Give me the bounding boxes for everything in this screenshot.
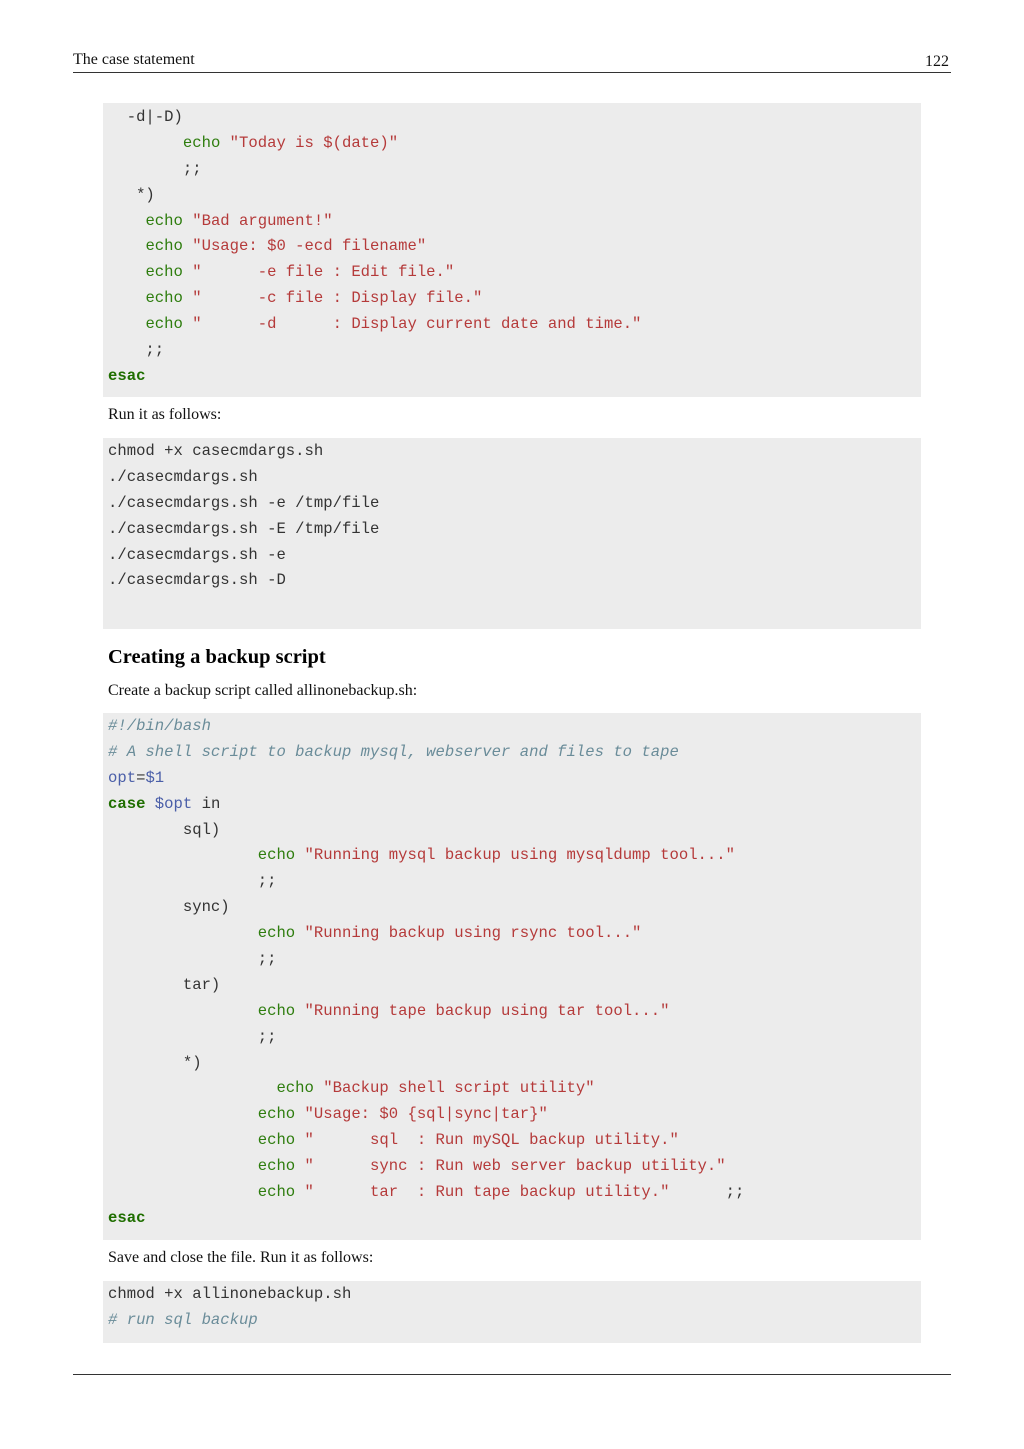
code-token: "Backup shell script utility" — [323, 1079, 595, 1098]
code-token: ;; — [108, 1027, 277, 1046]
code-token: echo — [257, 1157, 296, 1176]
code-token: echo — [145, 315, 183, 334]
code-token: -d|-D) — [108, 108, 183, 126]
code-line — [108, 517, 921, 543]
code-block-case-options — [103, 103, 921, 397]
code-token — [108, 212, 145, 230]
code-token: ;; — [108, 159, 202, 178]
code-line — [108, 1076, 921, 1102]
code-token: echo — [257, 1131, 296, 1150]
code-token — [295, 1157, 304, 1175]
code-token: echo — [276, 1079, 314, 1098]
footer-rule — [73, 1374, 951, 1375]
code-token: in — [192, 794, 221, 813]
code-line — [108, 766, 921, 792]
code-token — [108, 1183, 258, 1201]
code-token — [295, 846, 304, 864]
code-token: "Today is $(date)" — [229, 133, 399, 152]
code-token — [183, 263, 192, 281]
code-line — [108, 1025, 921, 1051]
code-line — [108, 1206, 921, 1232]
code-token: esac — [108, 366, 146, 385]
code-line — [108, 491, 921, 517]
code-token: case — [108, 794, 146, 813]
code-token: "Usage: $0 -ecd filename" — [192, 237, 427, 256]
code-token: echo — [257, 1105, 296, 1124]
code-line — [108, 999, 921, 1025]
code-line — [108, 869, 921, 895]
code-line — [108, 714, 921, 740]
code-line — [108, 1102, 921, 1128]
code-token: $opt — [154, 794, 193, 813]
code-token: " -c file : Display file." — [192, 289, 483, 308]
code-token — [183, 315, 192, 333]
code-token: ./casecmdargs.sh -e /tmp/file — [108, 493, 380, 512]
code-token: "Running tape backup using tar tool..." — [304, 1001, 670, 1020]
code-token: "Running mysql backup using mysqldump tool..." — [304, 846, 735, 865]
code-token: # A shell script to backup mysql, webserver and files to tape — [108, 742, 679, 761]
code-token: " -d : Display current date and time." — [192, 315, 642, 334]
code-token: " -e file : Edit file." — [192, 263, 455, 282]
code-token: esac — [108, 1208, 146, 1227]
code-token: chmod +x casecmdargs.sh — [108, 442, 324, 460]
paragraph-create-script: Create a backup script called allinonebackup.sh: — [108, 682, 418, 699]
code-token — [220, 134, 229, 152]
code-token: *) — [108, 185, 155, 204]
code-token: ;; — [108, 950, 277, 969]
code-line — [108, 1154, 921, 1180]
code-token: " tar : Run tape backup utility." — [304, 1183, 670, 1202]
code-line — [108, 157, 921, 183]
code-line — [108, 1051, 921, 1077]
code-token: ./casecmdargs.sh -e — [108, 545, 286, 564]
code-token: echo — [145, 263, 183, 282]
page-number: 122 — [925, 53, 949, 70]
code-token: " sql : Run mySQL backup utility." — [304, 1131, 679, 1150]
code-token: "Running backup using rsync tool..." — [304, 924, 642, 943]
code-line — [108, 1180, 921, 1206]
code-token — [108, 1131, 258, 1149]
code-token — [183, 289, 192, 307]
paragraph-run-it: Run it as follows: — [108, 406, 222, 423]
code-line — [108, 843, 921, 869]
code-token: echo — [145, 237, 183, 256]
code-token: "Bad argument!" — [192, 211, 333, 230]
code-token: sql) — [108, 820, 221, 839]
code-token: tar) — [108, 975, 221, 994]
code-token: sync) — [108, 898, 230, 917]
code-token — [108, 924, 258, 942]
code-line — [108, 1282, 921, 1308]
code-token — [108, 1002, 258, 1020]
code-line — [108, 973, 921, 999]
code-token: ./casecmdargs.sh — [108, 467, 258, 486]
code-line — [108, 792, 921, 818]
code-token: # run sql backup — [108, 1310, 258, 1329]
code-token: $1 — [145, 768, 165, 787]
code-token — [108, 237, 145, 255]
code-token: ;; — [108, 872, 277, 891]
code-line — [108, 1308, 921, 1334]
code-token: chmod +x allinonebackup.sh — [108, 1285, 352, 1303]
code-token: echo — [257, 846, 296, 865]
code-token — [295, 1183, 304, 1201]
code-line — [108, 740, 921, 766]
code-token — [108, 263, 145, 281]
code-token: #!/bin/bash — [108, 717, 211, 735]
code-line — [108, 286, 921, 312]
code-line — [108, 312, 921, 338]
code-line — [108, 818, 921, 844]
code-line — [108, 234, 921, 260]
running-title: The case statement — [73, 51, 195, 68]
code-line — [108, 209, 921, 235]
code-token: " sync : Run web server backup utility." — [304, 1157, 726, 1176]
code-line — [108, 895, 921, 921]
code-token — [314, 1079, 323, 1097]
code-token — [295, 1131, 304, 1149]
page-header — [73, 50, 951, 73]
paragraph-save-close: Save and close the file. Run it as follows: — [108, 1249, 374, 1266]
code-token: ./casecmdargs.sh -D — [108, 571, 286, 590]
code-line — [108, 465, 921, 491]
code-token: echo — [145, 289, 183, 308]
code-block-backup-script — [103, 713, 921, 1240]
code-token — [108, 1079, 276, 1097]
section-heading: Creating a backup script — [108, 646, 326, 668]
code-line — [108, 260, 921, 286]
code-token: echo — [257, 1183, 296, 1202]
code-line — [108, 947, 921, 973]
code-token — [108, 134, 183, 152]
code-line — [108, 131, 921, 157]
code-token: = — [136, 768, 146, 787]
code-block-run-commands — [103, 438, 921, 629]
code-line — [108, 439, 921, 465]
code-token: echo — [257, 924, 296, 943]
code-token: ;; — [669, 1183, 745, 1202]
code-token — [295, 1002, 304, 1020]
code-line — [108, 105, 921, 131]
code-token — [108, 1157, 258, 1175]
code-line — [108, 543, 921, 569]
code-line — [108, 364, 921, 390]
code-line — [108, 921, 921, 947]
code-line — [108, 183, 921, 209]
code-token — [108, 289, 145, 307]
code-token — [108, 846, 258, 864]
code-token — [108, 1105, 258, 1123]
code-token: echo — [257, 1001, 296, 1020]
code-token — [183, 237, 192, 255]
code-token — [145, 795, 154, 813]
code-line — [108, 1128, 921, 1154]
code-token: *) — [108, 1053, 202, 1072]
code-token — [295, 1105, 304, 1123]
code-block-run-backup — [103, 1281, 921, 1343]
code-token — [108, 315, 145, 333]
code-token: echo — [145, 211, 183, 230]
code-line — [108, 568, 921, 594]
code-token — [295, 924, 304, 942]
code-token: opt — [108, 768, 137, 787]
code-token: "Usage: $0 {sql|sync|tar}" — [304, 1105, 548, 1124]
code-token: echo — [182, 133, 221, 152]
code-token: ./casecmdargs.sh -E /tmp/file — [108, 519, 380, 538]
code-line — [108, 338, 921, 364]
code-token: ;; — [108, 341, 165, 360]
code-token — [183, 212, 192, 230]
